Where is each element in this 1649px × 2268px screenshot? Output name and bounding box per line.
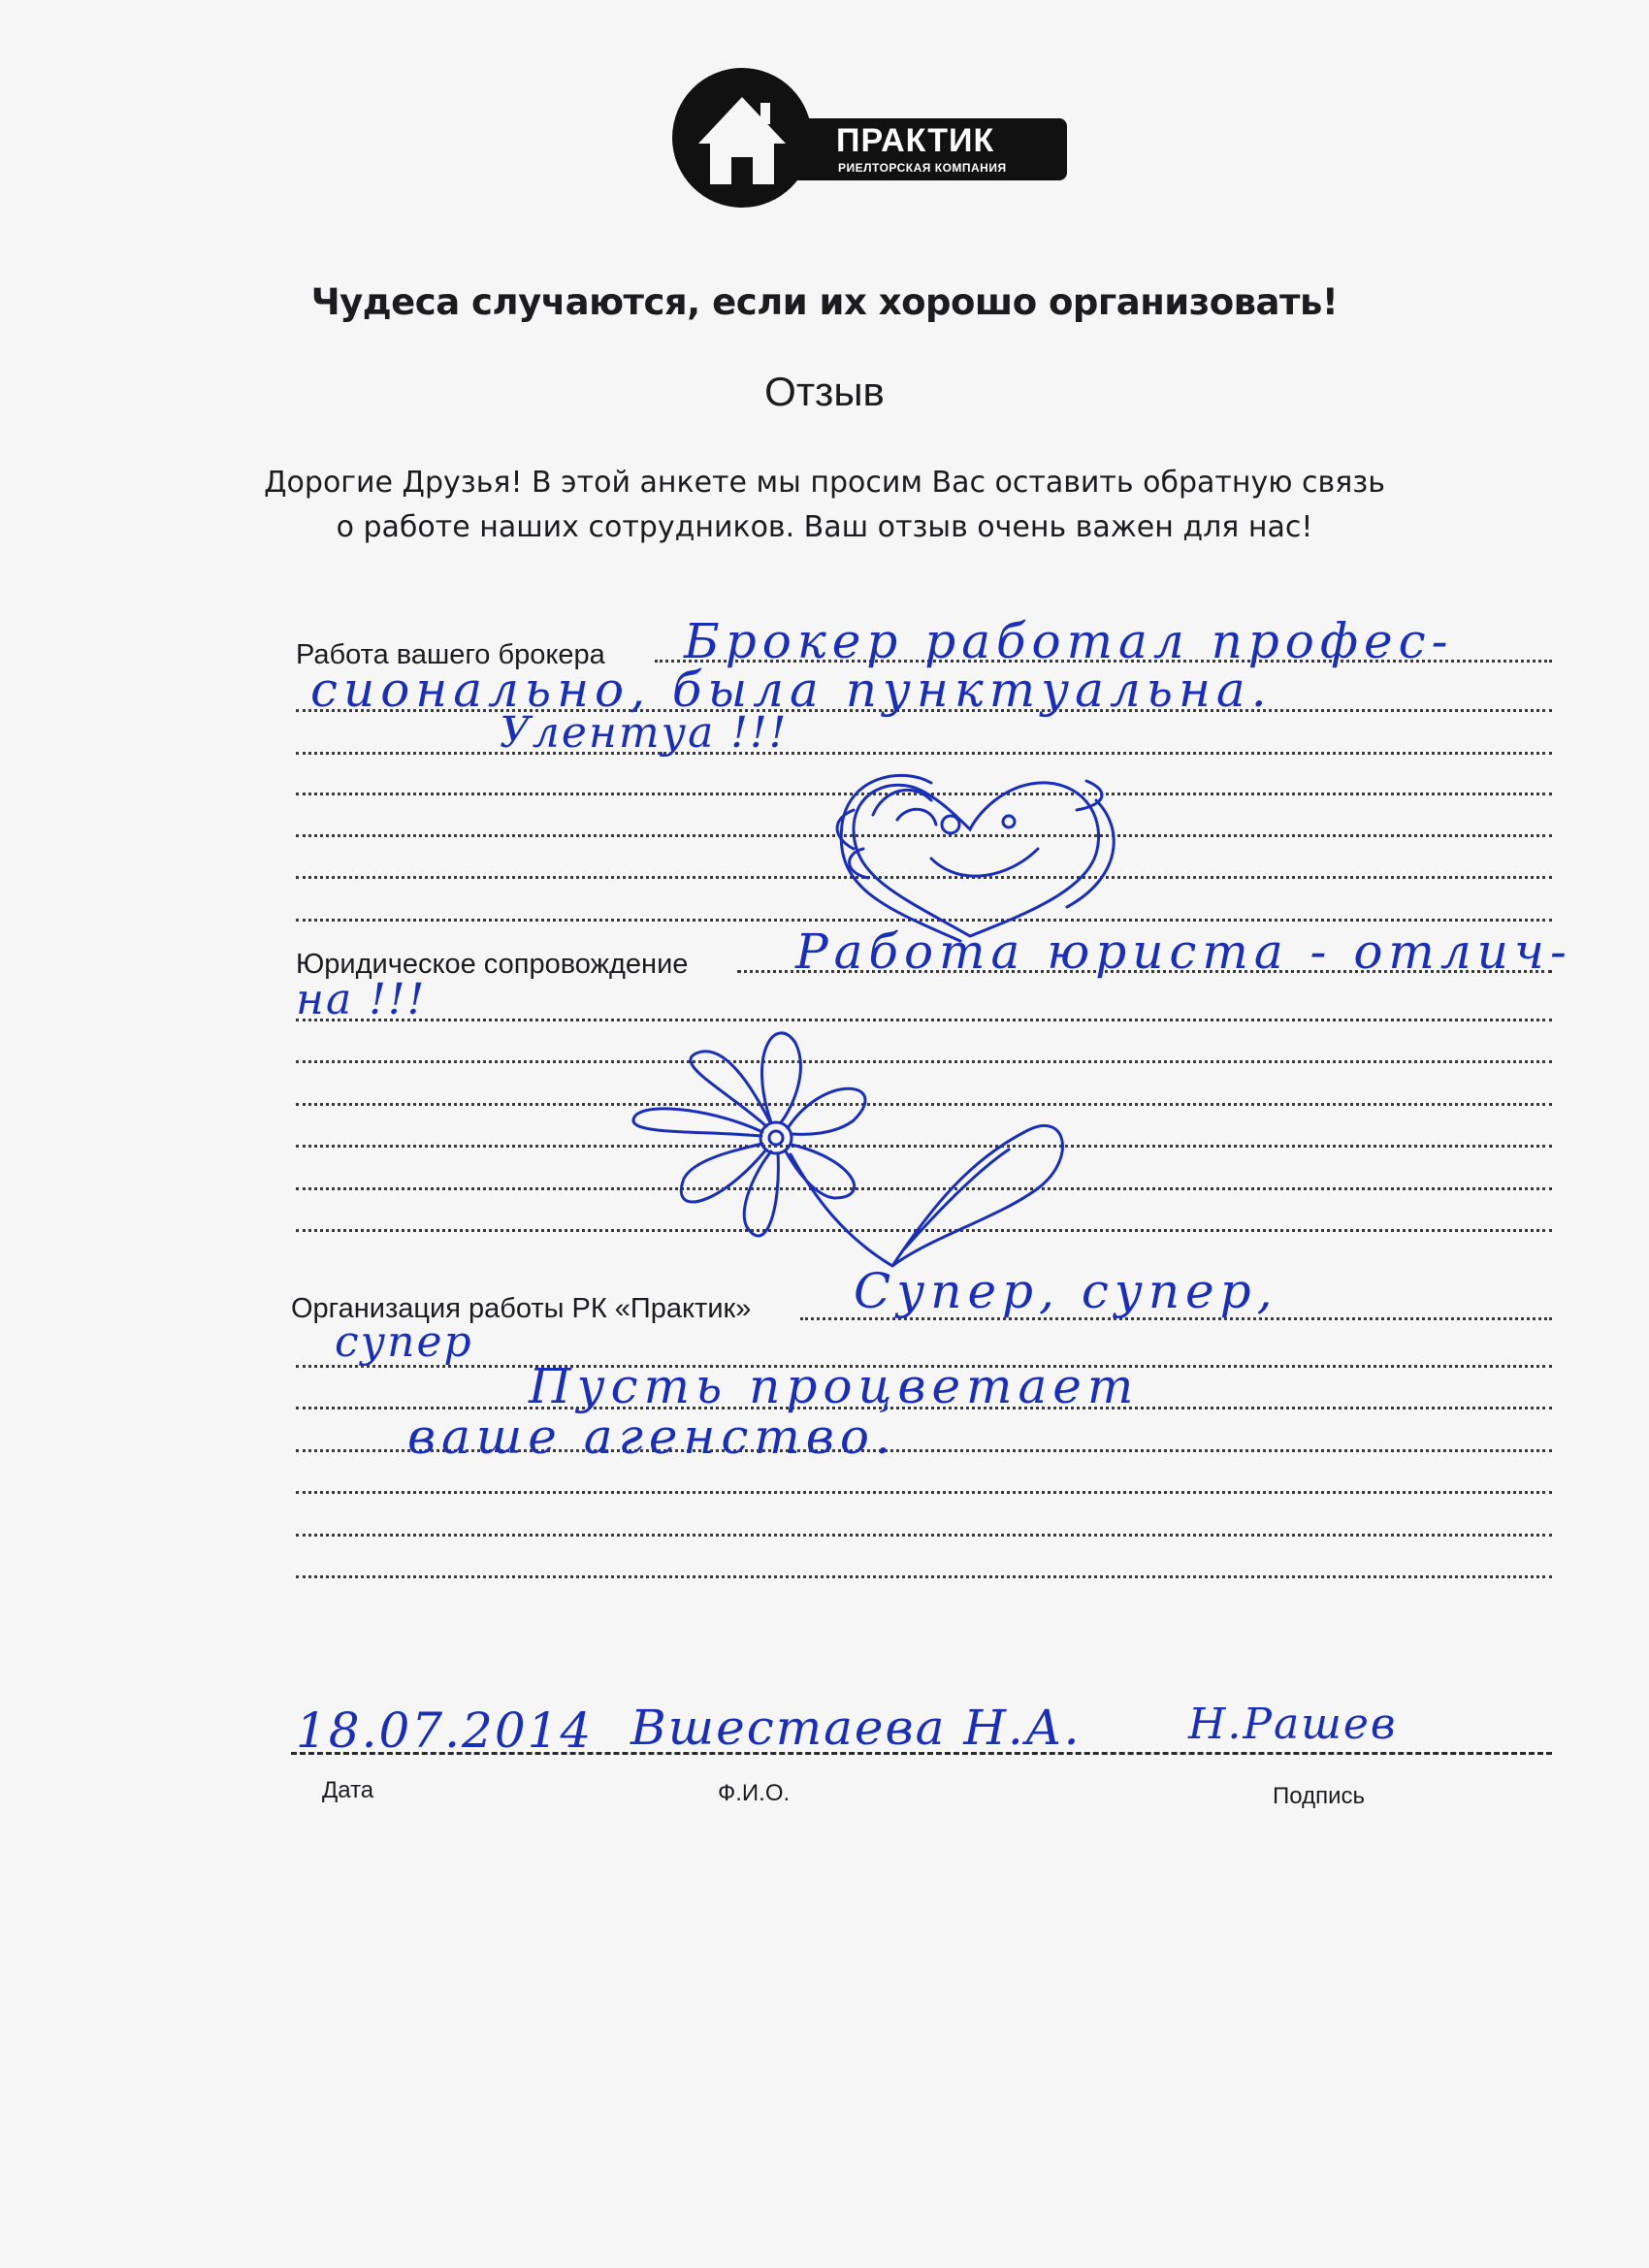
company-logo bbox=[660, 68, 1086, 213]
intro-text bbox=[0, 461, 1649, 550]
intro-line-1: Дорогие Друзья! В этой анкете мы просим Вас оставить обратную связь bbox=[264, 466, 1385, 500]
signature-value: Н.Рашев bbox=[1188, 1700, 1398, 1749]
flower-doodle-icon bbox=[611, 1014, 1116, 1305]
organization-handwriting-line-2: супер bbox=[335, 1317, 473, 1367]
broker-handwriting-line-1: Брокер работал профес- bbox=[684, 613, 1454, 669]
logo-name: ПРАКТИК bbox=[836, 122, 995, 159]
broker-label: Работа вашего брокера bbox=[296, 639, 611, 671]
name-caption: Ф.И.О. bbox=[718, 1780, 791, 1806]
organization-handwriting-line-4: ваше агенство. bbox=[407, 1409, 896, 1465]
date-value: 18.07.2014 bbox=[296, 1702, 594, 1759]
legal-label: Юридическое сопровождение bbox=[296, 949, 694, 981]
heart-doodle-icon bbox=[815, 761, 1125, 946]
legal-handwriting-line-2: на !!! bbox=[296, 975, 427, 1024]
date-caption: Дата bbox=[322, 1777, 374, 1803]
organization-handwriting-line-3: Пусть процветает bbox=[529, 1358, 1140, 1414]
slogan: Чудеса случаются, если их хорошо организовать! bbox=[310, 281, 1339, 323]
page-title: Отзыв bbox=[764, 369, 885, 414]
organization-label: Организация работы РК «Практик» bbox=[291, 1293, 757, 1325]
broker-handwriting-line-2: сионально, была пунктуальна. bbox=[310, 662, 1273, 718]
logo-subtitle: РИЕЛТОРСКАЯ КОМПАНИЯ bbox=[838, 161, 1007, 175]
broker-handwriting-line-3: Улентуа !!! bbox=[500, 708, 789, 758]
intro-line-2: о работе наших сотрудников. Ваш отзыв очень важен для нас! bbox=[336, 510, 1313, 544]
legal-handwriting-line-1: Работа юриста - отлич- bbox=[795, 923, 1572, 980]
organization-handwriting-line-1: Супер, супер, bbox=[854, 1263, 1278, 1319]
name-value: Вшестаева Н.А. bbox=[630, 1700, 1082, 1756]
signature-caption: Подпись bbox=[1273, 1783, 1365, 1809]
